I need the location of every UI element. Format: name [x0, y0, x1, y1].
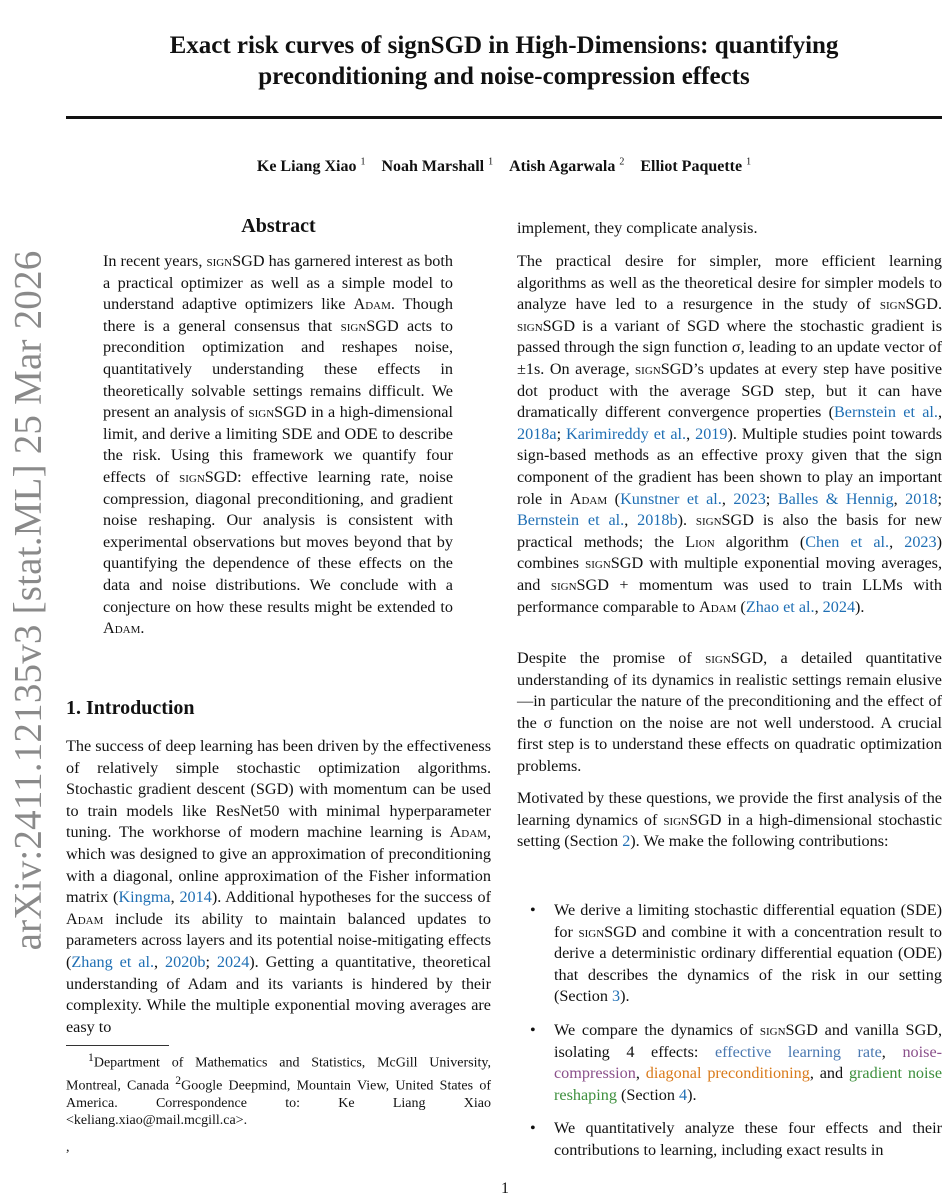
- title-rule: [66, 116, 942, 119]
- citation-link[interactable]: 2020b: [165, 952, 206, 971]
- footnote-rule: [66, 1045, 169, 1046]
- list-item: • We compare the dynamics of signSGD and vanilla SGD, isolating 4 effects: effective learning rate, noise-compression, diagonal preconditioning, and gradient noise reshaping (Section 4).: [530, 1020, 942, 1106]
- citation-link[interactable]: Karimireddy et al.: [566, 424, 687, 443]
- citation-link[interactable]: Balles & Hennig: [777, 489, 894, 508]
- section-heading-introduction: 1. Introduction: [66, 697, 195, 719]
- citation-link[interactable]: 2018: [905, 489, 938, 508]
- bullet-icon: •: [530, 901, 536, 919]
- contributions-list: [530, 900, 942, 1174]
- section-link[interactable]: 3: [612, 987, 621, 1006]
- abstract-body: In recent years, signSGD has garnered interest as both a practical optimizer as well as a simple model to understand adaptive optimizers like Adam. Though there is a general consensus that signSGD acts to precondition optimization and reshapes noise, quantitatively understanding these effects in theoretically solvable settings remains difficult. We present an analysis of signSGD in a high-dimensional limit, and derive a limiting SDE and ODE to describe the risk. Using this framework we quantify four effects of signSGD: effective learning rate, noise compression, diagonal preconditioning, and gradient noise reshaping. Our analysis is consistent with experimental observations but moves beyond that by quantifying the dependence of these effects on the data and noise distributions. We conclude with a conjecture on how these results might be extended to Adam.: [103, 252, 454, 638]
- bullet-icon: •: [530, 1020, 536, 1039]
- paper-title: Exact risk curves of signSGD in High-Dimensions: quantifying preconditioning and noise-compression effects: [169, 32, 839, 90]
- intro-paragraph-2: The practical desire for simpler, more efficient learning algorithms as well as the theoretical desire for simpler models to analyze have led to a resurgence in the study of signSGD. signSGD is a variant of SGD where the stochastic gradient is passed through the sign function σ, leading to an update vector of ±1s. On average, signSGD’s updates at every step have positive dot product with the average SGD step, but it can have dramatically different convergence properties (Bernstein et al., 2018a; Karimireddy et al., 2019). Multiple studies point towards sign-based methods as an effective proxy given that the sign component of the gradient has been shown to play an important role in Adam (Kunstner et al., 2023; Balles & Hennig, 2018; Bernstein et al., 2018b). signSGD is also the basis for new practical methods; the Lion algorithm (Chen et al., 2023) combines signSGD with multiple exponential moving averages, and signSGD + momentum was used to train LLMs with performance comparable to Adam (Zhao et al., 2024).: [517, 252, 942, 616]
- citation-link[interactable]: Bernstein et al.: [517, 511, 625, 530]
- abstract-heading: Abstract: [241, 215, 316, 237]
- author: Noah Marshall $^1$: [381, 157, 494, 176]
- author: Ke Liang Xiao $^1$: [256, 157, 366, 176]
- author-list: [66, 157, 942, 176]
- footnote-trailing: ,: [66, 1140, 70, 1155]
- citation-link[interactable]: Zhao et al.: [745, 597, 815, 616]
- citation-link[interactable]: Chen et al.: [805, 532, 890, 551]
- intro-continuation: implement, they complicate analysis.: [517, 219, 758, 237]
- intro-paragraph-3: Despite the promise of signSGD, a detailed quantitative understanding of its dynamics in realistic settings remain elusive—in particular the nature of the preconditioning and the effect of the σ function on the noise are not well understood. A crucial first step is to understand these effects on quadratic optimization problems.: [517, 649, 942, 775]
- citation-link[interactable]: 2014: [179, 888, 212, 907]
- affiliation-footnote: $^1$Department of Mathematics and Statistics, McGill University, Montreal, Canada $^2$Google Deepmind, Mountain View, United States of America. Correspondence to: Ke Liang Xiao <keliang.xiao@mail.mcgill.ca>.: [66, 1051, 491, 1129]
- list-item: • We quantitatively analyze these four effects and their contributions to learning, including exact results in: [530, 1118, 942, 1161]
- citation-link[interactable]: Kingma: [118, 888, 171, 907]
- intro-paragraph-4: Motivated by these questions, we provide the first analysis of the learning dynamics of signSGD in a high-dimensional stochastic setting (Section 2). We make the following contributions:: [517, 789, 942, 851]
- section-link[interactable]: 2: [622, 832, 631, 851]
- effect-effective-learning-rate: effective learning rate: [714, 1042, 882, 1061]
- effect-diagonal-preconditioning: diagonal preconditioning: [645, 1064, 810, 1083]
- citation-link[interactable]: 2024: [822, 597, 856, 616]
- bullet-icon: •: [530, 1119, 536, 1138]
- intro-paragraph-1: The success of deep learning has been driven by the effectiveness of relatively simple stochastic optimization algorithms. Stochastic gradient descent (SGD) with momentum can be used to train models like ResNet50 with minimal hyperparameter tuning. The workhorse of modern machine learning is Adam, which was designed to give an approximation of preconditioning with a diagonal, online approximation of the Fisher information matrix (Kingma, 2014). Additional hypotheses for the success of Adam include its ability to maintain balanced updates to parameters across layers and its potential noise-mitigating effects (Zhang et al., 2020b; 2024). Getting a quantitative, theoretical understanding of Adam and its variants is hindered by their complexity. While the multiple exponential moving averages are easy to: [66, 737, 491, 1036]
- citation-link[interactable]: Bernstein et al.: [833, 403, 938, 422]
- author: Atish Agarwala $^2$: [509, 157, 625, 176]
- citation-link[interactable]: 2018a: [517, 424, 557, 443]
- effect-noise-compression: noise-compression: [554, 1042, 942, 1083]
- citation-link[interactable]: 2023: [733, 489, 766, 508]
- citation-link[interactable]: 2018b: [637, 511, 678, 530]
- citation-link[interactable]: 2019: [695, 424, 728, 443]
- citation-link[interactable]: Zhang et al.: [71, 952, 155, 971]
- arxiv-stamp: arXiv:2411.12135v3 [stat.ML] 25 Mar 2026: [6, 250, 50, 950]
- section-link[interactable]: 4: [678, 1085, 688, 1104]
- list-item: • We derive a limiting stochastic differential equation (SDE) for signSGD and combine it with a concentration result to derive a deterministic ordinary differential equation (ODE) that describes the dynamics of the risk in our setting (Section 3).: [530, 900, 942, 1008]
- citation-link[interactable]: Kunstner et al.: [620, 489, 722, 508]
- author: Elliot Paquette $^1$: [640, 157, 752, 176]
- effect-gradient-noise-reshaping: gradient noise reshaping: [554, 1064, 942, 1104]
- page-number: 1: [501, 1180, 509, 1197]
- citation-link[interactable]: 2023: [904, 532, 937, 551]
- citation-link[interactable]: 2024: [216, 952, 250, 971]
